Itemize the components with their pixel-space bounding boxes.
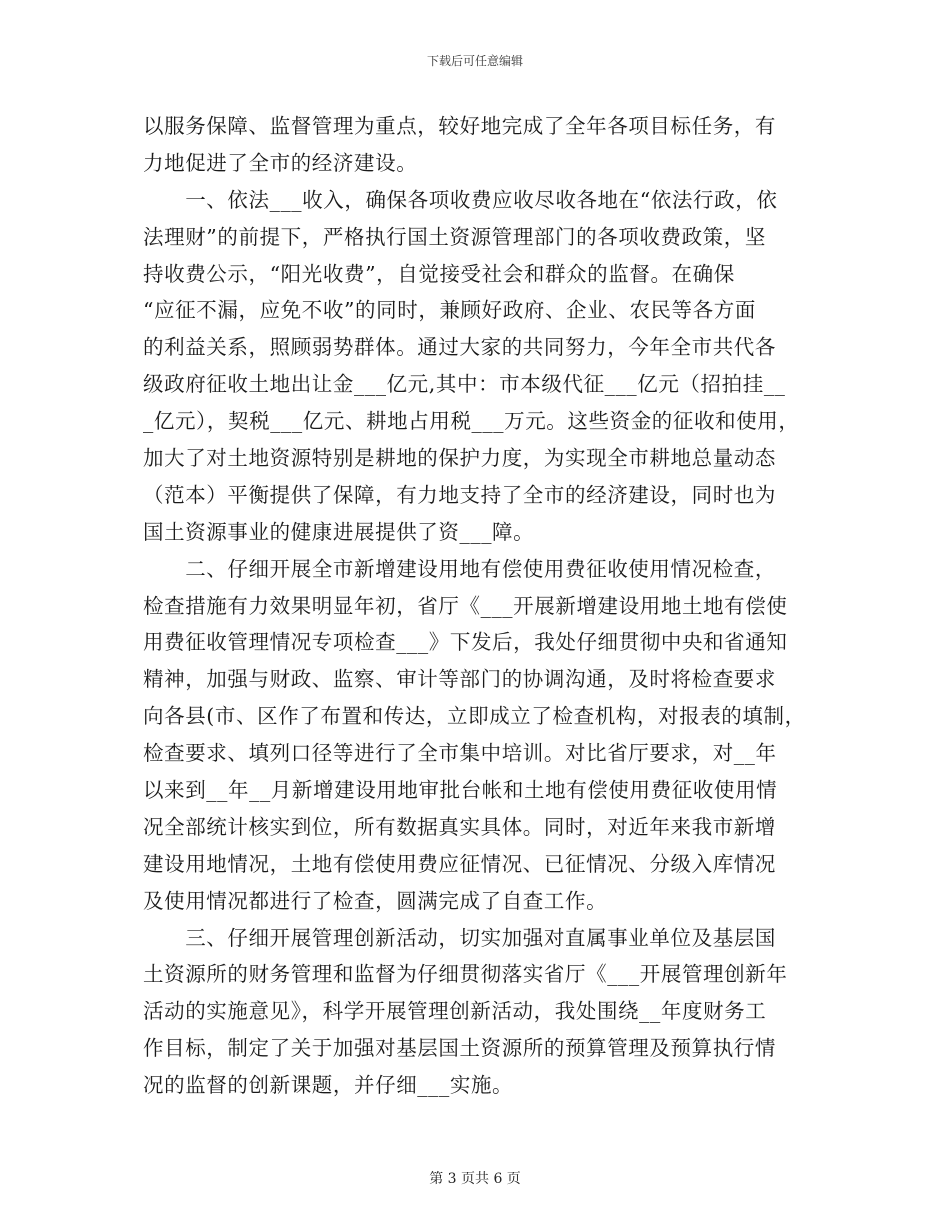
document-body bbox=[143, 108, 823, 1104]
text-line: 况的监督的创新课题，并仔细___实施。 bbox=[143, 1073, 514, 1098]
text-line: 及使用情况都进行了检查，圆满完成了自查工作。 bbox=[143, 888, 608, 913]
page-header: 下载后可任意编辑 bbox=[426, 54, 523, 68]
text-line: “应征不漏，应免不收”的同时，兼顾好政府、企业、农民等各方面 bbox=[143, 298, 756, 323]
text-line: 的利益关系，照顾弱势群体。通过大家的共同努力，今年全市共代各 bbox=[143, 335, 776, 360]
text-line: 精神，加强与财政、监察、审计等部门的协调沟通，及时将检查要求 bbox=[143, 667, 776, 692]
text-line: 用费征收管理情况专项检查___》下发后，我处仔细贯彻中央和省通知 bbox=[143, 630, 788, 655]
text-line: 持收费公示，“阳光收费”，自觉接受社会和群众的监督。在确保 bbox=[143, 261, 735, 286]
text-line: 况全部统计核实到位，所有数据真实具体。同时，对近年来我市新增 bbox=[143, 814, 776, 839]
page-footer: 第 3 页共 6 页 bbox=[429, 1171, 521, 1187]
text-line: 力地促进了全市的经济建设。 bbox=[143, 150, 418, 175]
text-line: 级政府征收土地出让金___亿元,其中：市本级代征___亿元（招拍挂__ bbox=[143, 372, 786, 397]
text-line: _亿元），契税___亿元、耕地占用税___万元。这些资金的征收和使用， bbox=[143, 409, 800, 434]
text-line: 加大了对土地资源特别是耕地的保护力度，为实现全市耕地总量动态 bbox=[143, 446, 776, 471]
text-line: 三、仔细开展管理创新活动，切实加强对直属事业单位及基层国 bbox=[143, 925, 776, 950]
text-line: 检查措施有力效果明显年初，省厅《___开展新增建设用地土地有偿使 bbox=[143, 593, 788, 618]
text-line: 检查要求、填列口径等进行了全市集中培训。对比省厅要求，对__年 bbox=[143, 741, 777, 766]
text-line: 活动的实施意见》，科学开展管理创新活动，我处围绕__年度财务工 bbox=[143, 999, 767, 1024]
text-line: 以来到__年__月新增建设用地审批台帐和土地有偿使用费征收使用情 bbox=[143, 778, 778, 803]
text-line: 向各县(市、区作了布置和传达，立即成立了检查机构，对报表的填制， bbox=[143, 704, 806, 729]
text-line: 法理财”的前提下，严格执行国土资源管理部门的各项收费政策，坚 bbox=[143, 224, 766, 249]
text-line: 二、仔细开展全市新增建设用地有偿使用费征收使用情况检查， bbox=[143, 556, 776, 581]
text-line: 以服务保障、监督管理为重点，较好地完成了全年各项目标任务，有 bbox=[143, 114, 776, 138]
text-line: （范本）平衡提供了保障，有力地支持了全市的经济建设，同时也为 bbox=[143, 482, 776, 507]
text-line: 土资源所的财务管理和监督为仔细贯彻落实省厅《___开展管理创新年 bbox=[143, 962, 788, 987]
text-line: 国土资源事业的健康进展提供了资___障。 bbox=[143, 519, 535, 544]
text-line: 一、依法___收入，确保各项收费应收尽收各地在“依法行政，依 bbox=[143, 187, 778, 212]
text-line: 建设用地情况，土地有偿使用费应征情况、已征情况、分级入库情况 bbox=[143, 851, 776, 876]
text-line: 作目标，制定了关于加强对基层国土资源所的预算管理及预算执行情 bbox=[143, 1036, 776, 1061]
